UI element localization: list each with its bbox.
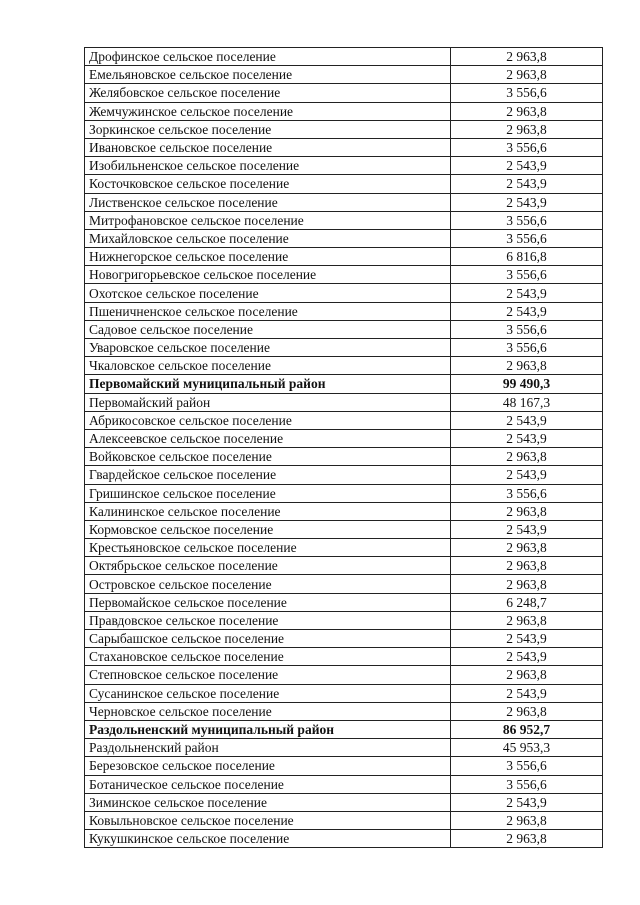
table-row	[85, 739, 603, 757]
municipality-name-cell: Кормовское сельское поселение	[85, 520, 451, 538]
amount-cell: 2 543,9	[451, 648, 603, 666]
table-row	[85, 811, 603, 829]
municipality-name-cell: Охотское сельское поселение	[85, 284, 451, 302]
amount-cell: 2 963,8	[451, 120, 603, 138]
amount-cell: 2 963,8	[451, 575, 603, 593]
amount-cell: 2 543,9	[451, 193, 603, 211]
municipality-name-cell: Нижнегорское сельское поселение	[85, 248, 451, 266]
table-row	[85, 702, 603, 720]
table-row	[85, 775, 603, 793]
municipality-name-cell: Гвардейское сельское поселение	[85, 466, 451, 484]
amount-cell: 2 963,8	[451, 102, 603, 120]
table-row	[85, 502, 603, 520]
amount-cell: 2 963,8	[451, 830, 603, 848]
table-row	[85, 284, 603, 302]
table-row	[85, 302, 603, 320]
amount-cell: 6 816,8	[451, 248, 603, 266]
municipality-name-cell: Сусанинское сельское поселение	[85, 684, 451, 702]
amount-cell: 3 556,6	[451, 266, 603, 284]
table-row	[85, 593, 603, 611]
municipality-name-cell: Косточковское сельское поселение	[85, 175, 451, 193]
municipality-name-cell: Сарыбашское сельское поселение	[85, 630, 451, 648]
municipality-name-cell: Степновское сельское поселение	[85, 666, 451, 684]
table-row	[85, 557, 603, 575]
amount-cell: 2 543,9	[451, 793, 603, 811]
amount-cell: 2 543,9	[451, 175, 603, 193]
municipality-name-cell: Михайловское сельское поселение	[85, 229, 451, 247]
municipality-name-cell: Дрофинское сельское поселение	[85, 48, 451, 66]
municipality-name-cell: Абрикосовское сельское поселение	[85, 411, 451, 429]
table-row	[85, 611, 603, 629]
table-row	[85, 793, 603, 811]
table-row	[85, 266, 603, 284]
municipality-name-cell: Березовское сельское поселение	[85, 757, 451, 775]
municipality-name-cell: Правдовское сельское поселение	[85, 611, 451, 629]
municipality-name-cell: Гришинское сельское поселение	[85, 484, 451, 502]
table-row	[85, 648, 603, 666]
amount-cell: 2 543,9	[451, 429, 603, 447]
amount-cell: 99 490,3	[451, 375, 603, 393]
table-row	[85, 520, 603, 538]
municipality-name-cell: Ивановское сельское поселение	[85, 138, 451, 156]
amount-cell: 2 543,9	[451, 684, 603, 702]
table-row	[85, 157, 603, 175]
amount-cell: 45 953,3	[451, 739, 603, 757]
amount-cell: 2 543,9	[451, 284, 603, 302]
district-total-row	[85, 720, 603, 738]
amount-cell: 3 556,6	[451, 229, 603, 247]
amount-cell: 86 952,7	[451, 720, 603, 738]
amount-cell: 2 963,8	[451, 666, 603, 684]
municipality-name-cell: Первомайское сельское поселение	[85, 593, 451, 611]
table-row	[85, 539, 603, 557]
amount-cell: 3 556,6	[451, 757, 603, 775]
amount-cell: 3 556,6	[451, 339, 603, 357]
table-row	[85, 211, 603, 229]
amount-cell: 3 556,6	[451, 138, 603, 156]
amount-cell: 2 963,8	[451, 539, 603, 557]
table-row	[85, 102, 603, 120]
municipality-name-cell: Желябовское сельское поселение	[85, 84, 451, 102]
municipality-name-cell: Изобильненское сельское поселение	[85, 157, 451, 175]
table-row	[85, 120, 603, 138]
amount-cell: 2 543,9	[451, 630, 603, 648]
municipality-name-cell: Островское сельское поселение	[85, 575, 451, 593]
amount-cell: 3 556,6	[451, 484, 603, 502]
table-row	[85, 229, 603, 247]
table-row	[85, 830, 603, 848]
municipality-name-cell: Ботаническое сельское поселение	[85, 775, 451, 793]
table-row	[85, 138, 603, 156]
table-row	[85, 175, 603, 193]
table-row	[85, 84, 603, 102]
municipality-name-cell: Садовое сельское поселение	[85, 320, 451, 338]
table-row	[85, 248, 603, 266]
table-row	[85, 320, 603, 338]
amount-cell: 3 556,6	[451, 211, 603, 229]
amount-cell: 2 543,9	[451, 520, 603, 538]
amount-cell: 3 556,6	[451, 84, 603, 102]
amount-cell: 3 556,6	[451, 320, 603, 338]
amount-cell: 2 963,8	[451, 48, 603, 66]
municipality-name-cell: Зиминское сельское поселение	[85, 793, 451, 811]
table-row	[85, 575, 603, 593]
amount-cell: 2 963,8	[451, 611, 603, 629]
municipality-name-cell: Уваровское сельское поселение	[85, 339, 451, 357]
municipality-name-cell: Чкаловское сельское поселение	[85, 357, 451, 375]
table-row	[85, 466, 603, 484]
municipality-name-cell: Емельяновское сельское поселение	[85, 66, 451, 84]
amount-cell: 2 963,8	[451, 502, 603, 520]
municipality-name-cell: Калининское сельское поселение	[85, 502, 451, 520]
amount-cell: 2 543,9	[451, 466, 603, 484]
table-row	[85, 630, 603, 648]
amount-cell: 2 543,9	[451, 302, 603, 320]
table-row	[85, 484, 603, 502]
table-row	[85, 357, 603, 375]
municipality-name-cell: Кукушкинское сельское поселение	[85, 830, 451, 848]
municipality-name-cell: Пшеничненское сельское поселение	[85, 302, 451, 320]
municipality-name-cell: Ковыльновское сельское поселение	[85, 811, 451, 829]
municipality-name-cell: Черновское сельское поселение	[85, 702, 451, 720]
municipality-name-cell: Зоркинское сельское поселение	[85, 120, 451, 138]
municipality-name-cell: Крестьяновское сельское поселение	[85, 539, 451, 557]
table-row	[85, 448, 603, 466]
municipality-name-cell: Жемчужинское сельское поселение	[85, 102, 451, 120]
municipality-name-cell: Лиственское сельское поселение	[85, 193, 451, 211]
amount-cell: 6 248,7	[451, 593, 603, 611]
amount-cell: 48 167,3	[451, 393, 603, 411]
table-row	[85, 393, 603, 411]
table-row	[85, 66, 603, 84]
amount-cell: 2 963,8	[451, 66, 603, 84]
amount-cell: 2 963,8	[451, 357, 603, 375]
table-body	[85, 48, 603, 848]
amount-cell: 3 556,6	[451, 775, 603, 793]
municipality-name-cell: Октябрьское сельское поселение	[85, 557, 451, 575]
amount-cell: 2 963,8	[451, 811, 603, 829]
municipality-name-cell: Войковское сельское поселение	[85, 448, 451, 466]
amount-cell: 2 963,8	[451, 702, 603, 720]
table-row	[85, 48, 603, 66]
table-row	[85, 684, 603, 702]
municipality-name-cell: Новогригорьевское сельское поселение	[85, 266, 451, 284]
municipality-name-cell: Алексеевское сельское поселение	[85, 429, 451, 447]
amount-cell: 2 543,9	[451, 411, 603, 429]
municipality-name-cell: Раздольненский район	[85, 739, 451, 757]
amount-cell: 2 963,8	[451, 557, 603, 575]
table-row	[85, 193, 603, 211]
table-row	[85, 429, 603, 447]
municipality-name-cell: Первомайский муниципальный район	[85, 375, 451, 393]
amount-cell: 2 963,8	[451, 448, 603, 466]
municipality-name-cell: Стахановское сельское поселение	[85, 648, 451, 666]
table-row	[85, 411, 603, 429]
table-row	[85, 666, 603, 684]
municipality-name-cell: Раздольненский муниципальный район	[85, 720, 451, 738]
amount-cell: 2 543,9	[451, 157, 603, 175]
table-row	[85, 757, 603, 775]
municipality-name-cell: Митрофановское сельское поселение	[85, 211, 451, 229]
district-total-row	[85, 375, 603, 393]
municipality-name-cell: Первомайский район	[85, 393, 451, 411]
table-row	[85, 339, 603, 357]
budget-allocation-table	[84, 47, 603, 848]
